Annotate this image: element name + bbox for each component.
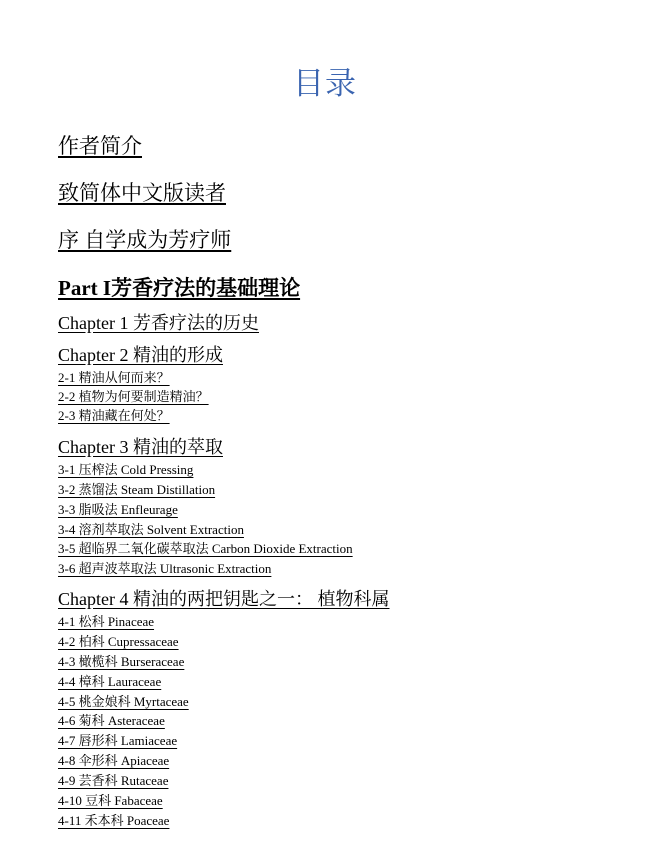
toc-section-link[interactable]: 4-7 唇形科 Lamiaceae [58, 733, 178, 748]
toc-preface-link[interactable]: 序 自学成为芳疗师 [58, 228, 232, 252]
toc-section-link[interactable]: 4-3 橄榄科 Burseraceae [58, 654, 185, 669]
toc-section-link[interactable]: 4-6 菊科 Asteraceae [58, 713, 165, 728]
toc-section-link[interactable]: 3-4 溶剂萃取法 Solvent Extraction [58, 522, 244, 537]
toc-section-link[interactable]: 2-2 植物为何要制造精油？ [58, 389, 209, 404]
toc-section-link[interactable]: 3-3 脂吸法 Enfleurage [58, 502, 178, 517]
toc-section-link[interactable]: 3-2 蒸馏法 Steam Distillation [58, 482, 216, 497]
toc-section-link[interactable]: 4-10 豆科 Fabaceae [58, 793, 163, 808]
toc-section-link[interactable]: 3-5 超临界二氧化碳萃取法 Carbon Dioxide Extraction [58, 541, 353, 556]
toc-author-intro-link[interactable]: 作者简介 [58, 134, 142, 158]
toc-section-link[interactable]: 4-9 芸香科 Rutaceae [58, 773, 169, 788]
toc-section-link[interactable]: 4-11 禾本科 Poaceae [58, 813, 170, 828]
toc-chapter-1-link[interactable]: Chapter 1 芳香疗法的历史 [58, 313, 259, 333]
toc-chapter-4-link[interactable]: Chapter 4 精油的两把钥匙之一： 植物科属 [58, 589, 390, 609]
toc-section-link[interactable]: 2-3 精油藏在何处？ [58, 408, 170, 423]
toc-section-link[interactable]: 4-2 柏科 Cupressaceae [58, 634, 179, 649]
toc-section-link[interactable]: 3-1 压榨法 Cold Pressing [58, 462, 194, 477]
toc-chapter-3-link[interactable]: Chapter 3 精油的萃取 [58, 437, 223, 457]
toc-section-link[interactable]: 4-8 伞形科 Apiaceae [58, 753, 170, 768]
toc-part-1-link[interactable]: Part I芳香疗法的基础理论 [58, 276, 301, 300]
toc-section-link[interactable]: 4-4 樟科 Lauraceae [58, 674, 162, 689]
toc-reader-letter-link[interactable]: 致简体中文版读者 [58, 181, 226, 205]
toc-section-link[interactable]: 4-1 松科 Pinaceae [58, 614, 155, 629]
toc-chapter-2-link[interactable]: Chapter 2 精油的形成 [58, 345, 223, 365]
toc-section-link[interactable]: 4-5 桃金娘科 Myrtaceae [58, 694, 189, 709]
page-title: 目录 [293, 66, 357, 101]
toc-section-link[interactable]: 2-1 精油从何而来？ [58, 370, 170, 385]
toc-section-link[interactable]: 3-6 超声波萃取法 Ultrasonic Extraction [58, 561, 272, 576]
